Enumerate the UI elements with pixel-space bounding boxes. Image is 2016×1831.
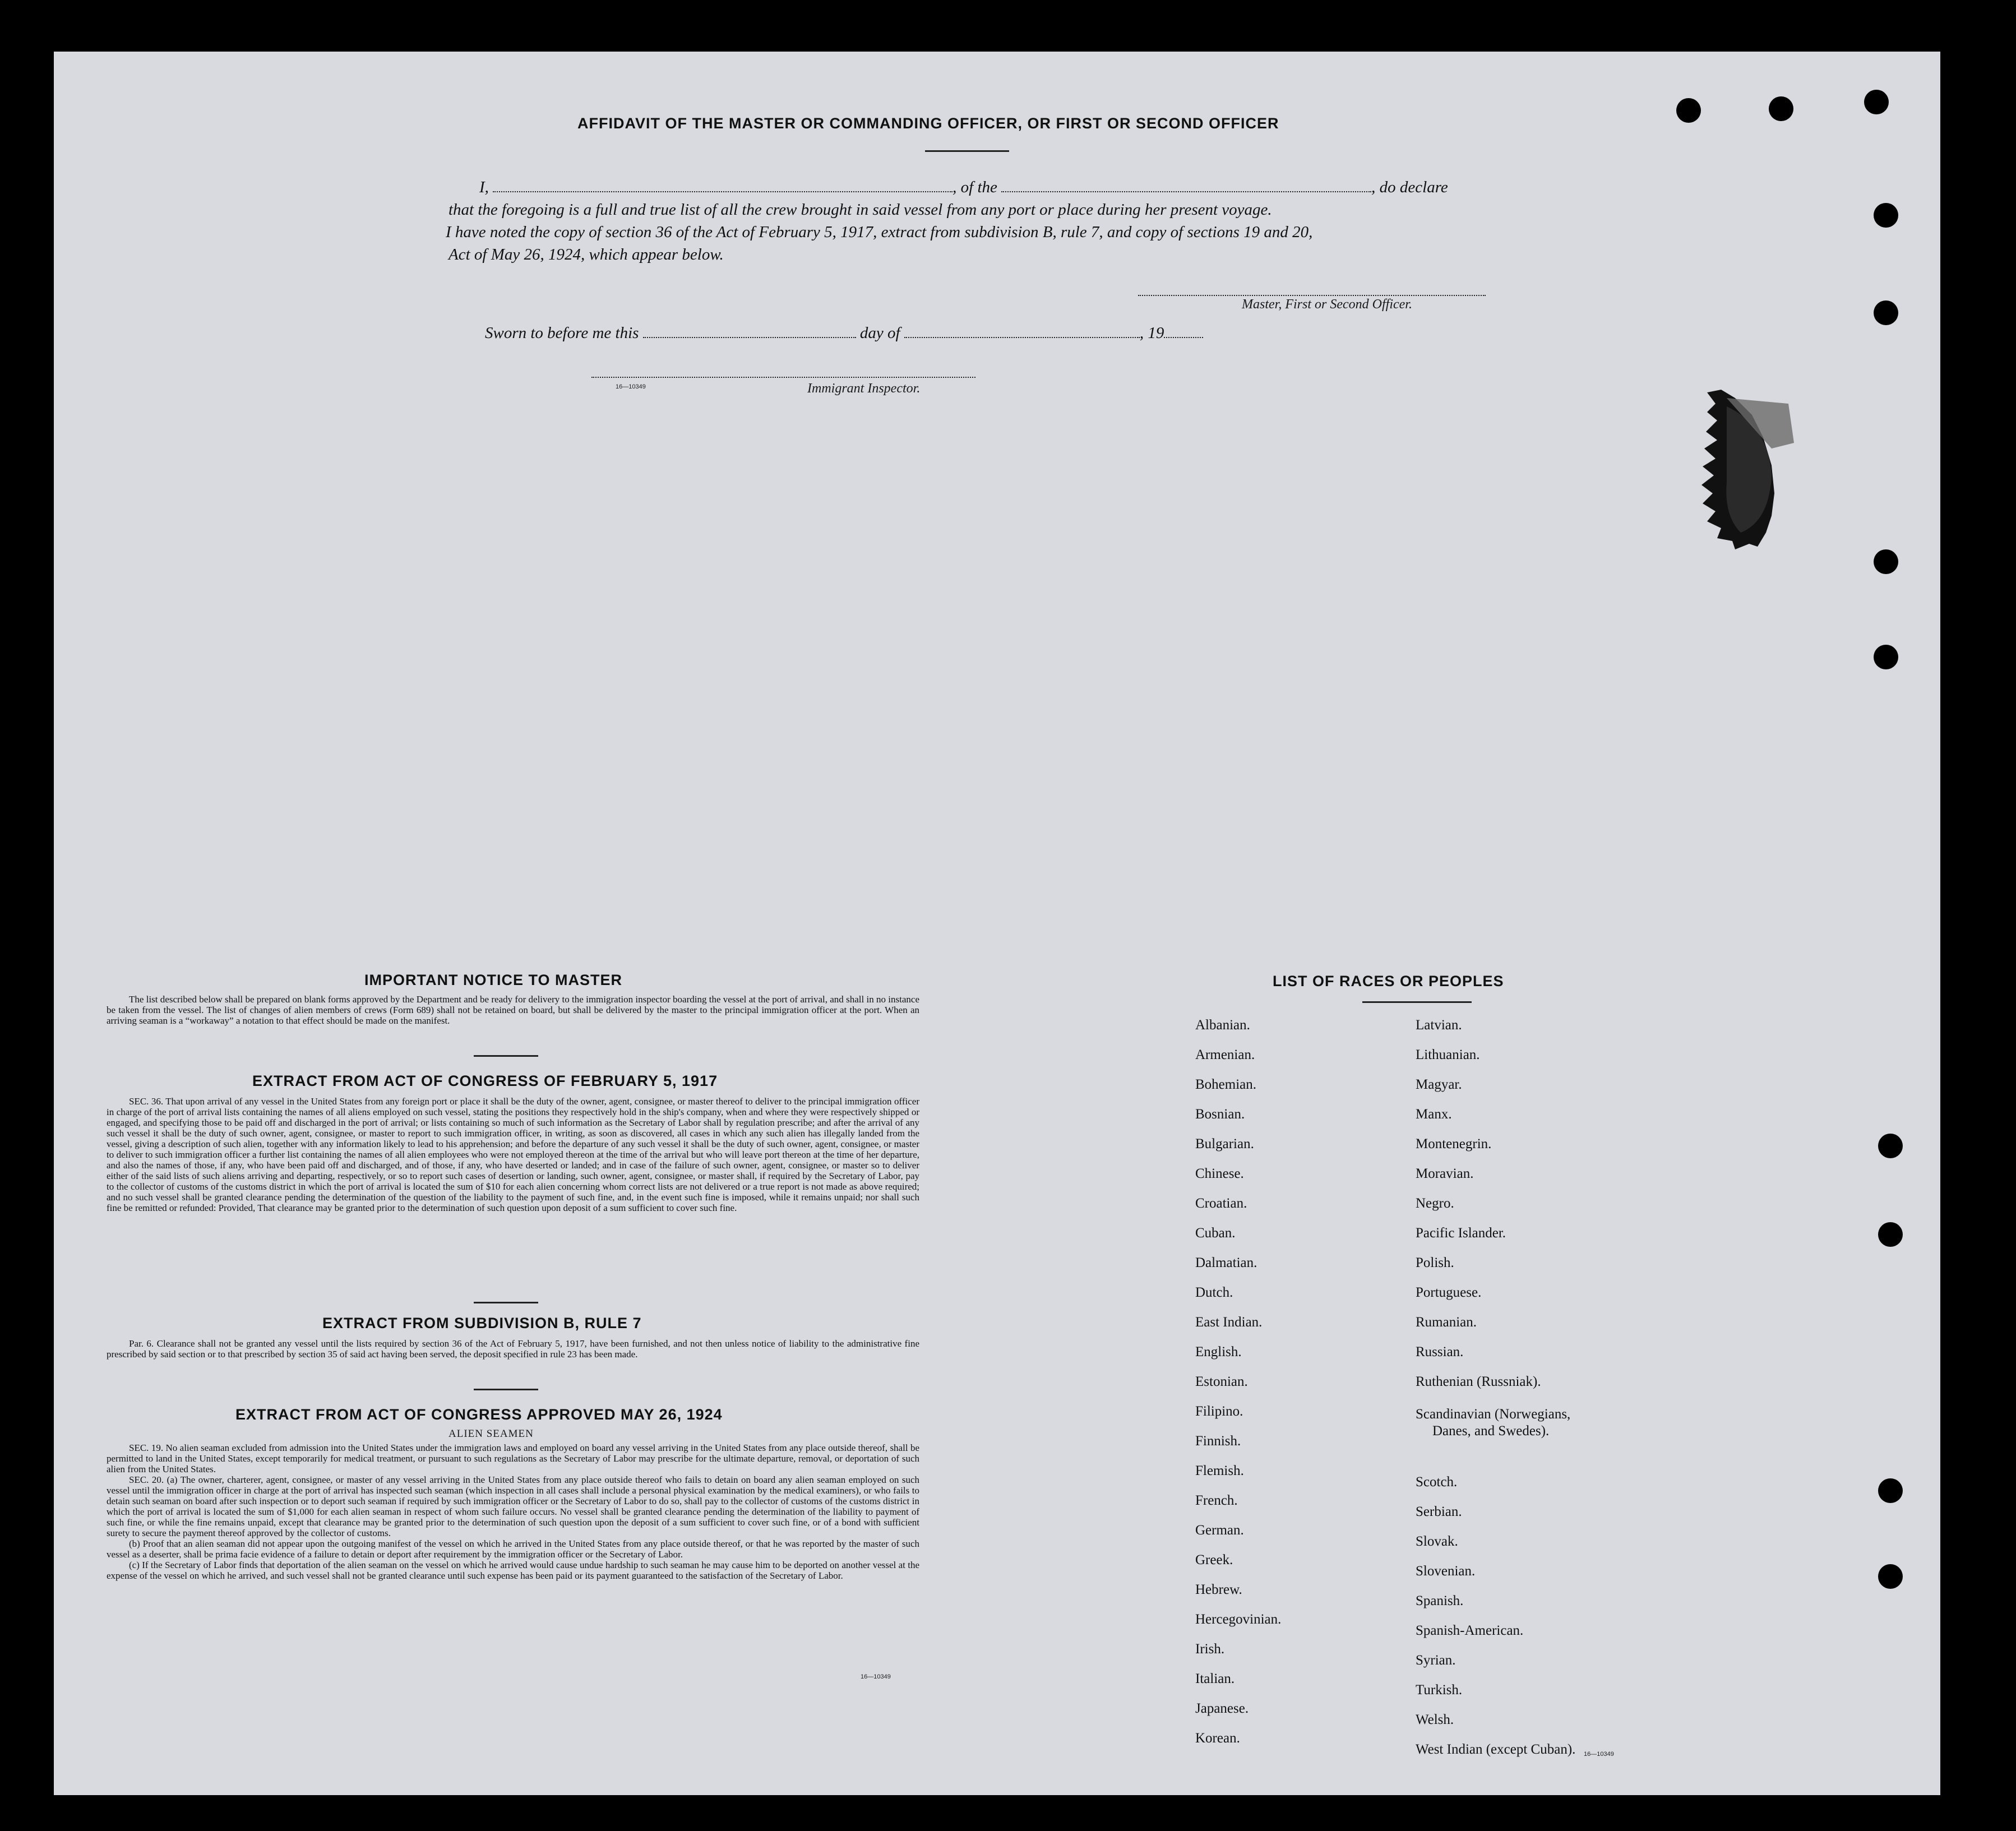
section-divider	[474, 1055, 538, 1057]
race-item: Portuguese.	[1416, 1285, 1482, 1300]
race-item: Korean.	[1195, 1731, 1240, 1746]
race-item: Polish.	[1416, 1255, 1454, 1270]
rule-7-title: EXTRACT FROM SUBDIVISION B, RULE 7	[322, 1315, 642, 1331]
race-item: German.	[1195, 1523, 1244, 1538]
race-item: Danes, and Swedes).	[1432, 1423, 1550, 1439]
officer-signature-field[interactable]	[1138, 293, 1486, 296]
extract-1924-title: EXTRACT FROM ACT OF CONGRESS APPROVED MAY 26, 1924	[235, 1406, 723, 1423]
race-item: East Indian.	[1195, 1315, 1263, 1330]
race-item: Spanish-American.	[1416, 1623, 1524, 1638]
race-item: Scandinavian (Norwegians,	[1416, 1407, 1571, 1422]
race-item: Latvian.	[1416, 1018, 1462, 1033]
punch-hole	[1878, 1478, 1903, 1503]
par-6-body: Par. 6. Clearance shall not be granted any vessel until the lists required by section 36 of the Act of February 5, 1917, have been furnished, and not then unless notice of liability to the administrative fine prescribed by said section or to that prescribed by section 35 of said act having been served, the deposit specified in rule 23 has been made.	[107, 1338, 919, 1360]
form-number-top: 16—10349	[616, 383, 646, 390]
race-item: Slovak.	[1416, 1534, 1458, 1549]
extract-1924-text	[107, 1442, 919, 1581]
declaration-line-3: I have noted the copy of section 36 of the Act of February 5, 1917, extract from subdivision B, rule 7, and copy of sections 19 and 20,	[446, 223, 1313, 241]
sworn-year-field[interactable]	[1164, 335, 1203, 338]
punch-hole	[1769, 96, 1793, 121]
inspector-label: Immigrant Inspector.	[807, 381, 921, 396]
race-item: Montenegrin.	[1416, 1136, 1492, 1152]
race-item: West Indian (except Cuban).	[1416, 1742, 1576, 1757]
section-divider	[474, 1302, 538, 1303]
punch-hole	[1676, 98, 1701, 123]
punch-hole	[1878, 1222, 1903, 1247]
race-item: Hercegovinian.	[1195, 1612, 1282, 1627]
race-item: Scotch.	[1416, 1474, 1458, 1490]
declaration-line-2: that the foregoing is a full and true list of all the crew brought in said vessel from any port or place during her present voyage.	[448, 201, 1272, 219]
section-19-body: SEC. 19. No alien seaman excluded from admission into the United States under the immigration laws and employed on board any vessel arriving in the United States from any place outside thereof, shall be permitted to land in the United States, except temporarily for medical treatment, or pursuant to such regulations as the Secretary of Labor may prescribe for the ultimate departure, removal, or deportation of such alien from the United States.	[107, 1442, 919, 1474]
punch-hole	[1874, 549, 1898, 574]
race-item: French.	[1195, 1493, 1238, 1508]
race-item: Serbian.	[1416, 1504, 1462, 1519]
race-item: Syrian.	[1416, 1653, 1456, 1668]
races-title: LIST OF RACES OR PEOPLES	[1273, 973, 1504, 990]
race-item: Bohemian.	[1195, 1077, 1257, 1092]
declaration-line-1	[479, 178, 1448, 197]
race-item: Ruthenian (Russniak).	[1416, 1374, 1541, 1389]
punch-hole	[1864, 90, 1889, 114]
section-20b-body: (b) Proof that an alien seaman did not appear upon the outgoing manifest of the vessel on which he arrived in the United States from any place outside thereof, or that he was reported by the master of such vessel as a deserter, shall be prima facie evidence of a failure to detain or deport after requirement by the immigration officer or the Secretary of Labor.	[107, 1538, 919, 1560]
race-item: Finnish.	[1195, 1434, 1241, 1449]
inspector-signature-field[interactable]	[591, 374, 975, 378]
vessel-label: , of the	[952, 178, 997, 196]
race-item: Italian.	[1195, 1671, 1235, 1686]
officer-signature-label: Master, First or Second Officer.	[1242, 297, 1412, 312]
race-item: Pacific Islander.	[1416, 1226, 1506, 1241]
race-item: Bosnian.	[1195, 1107, 1245, 1122]
title-divider	[925, 150, 1009, 152]
rule-7-text	[107, 1338, 919, 1360]
race-item: English.	[1195, 1344, 1242, 1360]
alien-seamen-subtitle: ALIEN SEAMEN	[448, 1428, 534, 1440]
day-of-label: day of	[859, 324, 900, 342]
race-item: Greek.	[1195, 1552, 1233, 1568]
punch-hole	[1874, 645, 1898, 669]
declaration-line-4: Act of May 26, 1924, which appear below.	[448, 246, 724, 263]
punch-hole	[1878, 1564, 1903, 1589]
race-item: Spanish.	[1416, 1593, 1464, 1608]
race-item: Lithuanian.	[1416, 1047, 1480, 1062]
punch-hole	[1878, 1134, 1903, 1158]
form-number-races: 16—10349	[1584, 1751, 1614, 1758]
race-item: Slovenian.	[1416, 1564, 1476, 1579]
race-item: Cuban.	[1195, 1226, 1236, 1241]
section-divider	[474, 1389, 538, 1390]
race-item: Japanese.	[1195, 1701, 1249, 1716]
declarant-name-field[interactable]	[493, 189, 952, 192]
races-left-column	[1195, 1018, 1419, 1758]
extract-1917-text	[107, 1096, 919, 1213]
section-36-body: SEC. 36. That upon arrival of any vessel in the United States from any foreign port or place it shall be the duty of the owner, agent, consignee, or master thereof to deliver to the principal immigration officer in charge of the port of arrival lists containing the names of all aliens employed on such vessel, stating the positions they respectively hold in the ship's company, when and where they were respectively shipped or engaged, and specifying those to be paid off and discharged in the port of arrival; or lists containing so much of such information as the Secretary of Labor shall by regulation prescribe; and after the arrival of any such vessel it shall be the duty of such owner, agent, consignee, or master to report to such immigration officer, in writing, as soon as discovered, all cases in which any such alien has illegally landed from the vessel, giving a description of such alien, together with any information likely to lead to his apprehension; and before the departure of any such vessel it shall be the duty of such owner, agent, consignee, or master to deliver to such immigration officer a further list containing the names of all alien employees who were not employed thereon at the time of the arrival but who will leave port thereon at the time of her departure, and also the names of those, if any, who have been paid off and discharged, and of those, if any, who have deserted or landed; and in case of the failure of such owner, agent, consignee, or master so to deliver either of the said lists of such aliens arriving and departing, respectively, or so to report such cases of desertion or landing, such owner, agent, consignee, or master shall, if required by the Secretary of Labor, pay to the collector of customs of the customs district in which the port of arrival is located the sum of $10 for each alien concerning whom correct lists are not delivered or a true report is not made as above required; and no such vessel shall be granted clearance pending the determination of the question of the liability to the payment of such fine, and, in the event such fine is imposed, while it remains unpaid; nor shall such fine be remitted or refunded: Provided, That clearance may be granted prior to the determination of such question upon deposit of a sum sufficient to cover such fine.	[107, 1096, 919, 1213]
race-item: Albanian.	[1195, 1018, 1250, 1033]
year-label: , 19	[1139, 324, 1164, 342]
race-item: Croatian.	[1195, 1196, 1247, 1211]
declarant-label: I,	[479, 178, 489, 196]
race-item: Negro.	[1416, 1196, 1454, 1211]
section-20a-body: SEC. 20. (a) The owner, charterer, agent, consignee, or master of any vessel arriving in the United States from any place outside thereof who fails to detain on board any alien seaman employed on such vessel until the immigration officer in charge at the port of arrival has inspected such seaman (which inspection in all cases shall include a personal physical examination by the medical examiners), or who fails to detain such seaman on board after such inspection or to deport such seaman if required by such immigration officer or the Secretary of Labor to do so, shall pay to the collector of customs of the customs district in which the port of arrival is located the sum of $1,000 for each alien seaman in respect of whom such failure occurs. No vessel shall be granted clearance pending the determination of the liability to payment of such fine, or while the fine remains unpaid, except that clearance may be granted prior to the determination of such question upon the deposit of a sum sufficient to cover such fine, or of a bond with sufficient surety to secure the payment thereof approved by the collector of customs.	[107, 1474, 919, 1538]
sworn-line	[485, 324, 1203, 343]
seal-stamp	[1673, 381, 1802, 549]
race-item: Bulgarian.	[1195, 1136, 1254, 1152]
notice-text	[107, 994, 919, 1026]
race-item: Estonian.	[1195, 1374, 1248, 1389]
races-right-column	[1416, 1018, 1696, 1758]
race-item: Flemish.	[1195, 1463, 1244, 1478]
race-item: Dalmatian.	[1195, 1255, 1257, 1270]
punch-hole	[1874, 203, 1898, 228]
race-item: Russian.	[1416, 1344, 1464, 1360]
race-item: Chinese.	[1195, 1166, 1244, 1181]
declare-label: , do declare	[1371, 178, 1448, 196]
extract-1917-title: EXTRACT FROM ACT OF CONGRESS OF FEBRUARY 5, 1917	[252, 1072, 718, 1089]
notice-body: The list described below shall be prepared on blank forms approved by the Department and be ready for delivery to the immigration inspector boarding the vessel at the port of arrival, and shall in no instance be taken from the vessel. The list of changes of alien members of crews (Form 689) shall not be retained on board, but shall be delivered by the master to the principal immigration officer at the port. When an arriving seaman is a “workaway” a notation to that effect should be made on the manifest.	[107, 994, 919, 1026]
punch-hole	[1874, 300, 1898, 325]
race-item: Magyar.	[1416, 1077, 1462, 1092]
race-item: Turkish.	[1416, 1682, 1463, 1698]
race-item: Armenian.	[1195, 1047, 1255, 1062]
races-divider	[1362, 1001, 1472, 1003]
sworn-day-field[interactable]	[643, 335, 856, 338]
race-item: Irish.	[1195, 1642, 1225, 1657]
sworn-month-field[interactable]	[904, 335, 1140, 338]
notice-title: IMPORTANT NOTICE TO MASTER	[364, 972, 622, 988]
sworn-label: Sworn to before me this	[485, 324, 639, 342]
form-number-extract: 16—10349	[861, 1673, 891, 1680]
affidavit-title: AFFIDAVIT OF THE MASTER OR COMMANDING OFFICER, OR FIRST OR SECOND OFFICER	[577, 115, 1279, 132]
race-item: Dutch.	[1195, 1285, 1233, 1300]
race-item: Moravian.	[1416, 1166, 1474, 1181]
race-item: Hebrew.	[1195, 1582, 1242, 1597]
vessel-name-field[interactable]	[1001, 189, 1371, 192]
race-item: Manx.	[1416, 1107, 1452, 1122]
race-item: Filipino.	[1195, 1404, 1243, 1419]
race-item: Rumanian.	[1416, 1315, 1477, 1330]
section-20c-body: (c) If the Secretary of Labor finds that deportation of the alien seaman on the vessel on which he arrived would cause undue hardship to such seaman he may cause him to be deported on another vessel at the expense of the vessel on which he arrived, and such vessel shall not be granted clearance until such expense has been paid or its payment guaranteed to the satisfaction of the Secretary of Labor.	[107, 1560, 919, 1581]
race-item: Welsh.	[1416, 1712, 1454, 1727]
